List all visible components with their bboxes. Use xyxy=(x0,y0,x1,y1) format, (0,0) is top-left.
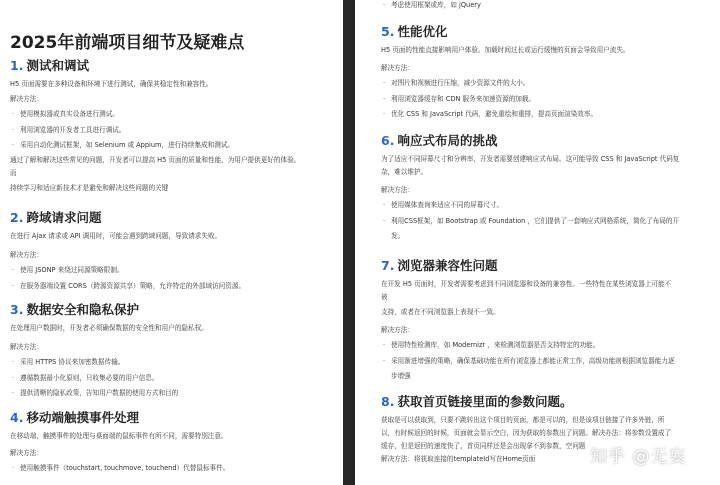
section-intro: 杂，难以维护。 xyxy=(381,168,428,176)
list-item: · 采用 HTTPS 协议来加密数据传输。 xyxy=(10,355,333,371)
list-item: · 使用媒体查询来适应不同的屏幕尺寸。 xyxy=(381,198,710,214)
list-item: · 提供清晰的隐私政策，告知用户数据的使用方式和目的 xyxy=(10,386,333,402)
section-intro: 被 xyxy=(381,293,388,301)
section-responsive xyxy=(381,133,710,244)
section-heading: 6. 响应式布局的挑战 xyxy=(381,133,498,148)
section-compatibility xyxy=(381,258,710,384)
section-heading: 1. 测试和调试 xyxy=(10,58,89,73)
watermark: 知乎 @无妄 xyxy=(590,447,687,467)
section-testing xyxy=(10,58,333,195)
list-item: · 使用特性检测库，如 Modernizr ，来检测浏览器是否支持特定的功能。 xyxy=(381,338,710,354)
paragraph: 通过了解和解决这些常见的问题，开发者可以提高 H5 页面的质量和性能，为用户提供更好的体验。 xyxy=(10,155,301,164)
left-document-page xyxy=(0,0,343,485)
section-intro: H5 页面需要在多种设备和环境下进行测试，确保其稳定性和兼容性。 xyxy=(10,80,213,88)
solution-list xyxy=(381,0,710,14)
list-item: · 采用渐进增强的策略，确保基础功能在所有浏览器上都能正常工作，高级功能则根据浏览器能力逐 xyxy=(381,354,710,370)
list-item: · 在服务器端设置 CORS（跨源资源共享）策略，允许特定的外部域访问资源。 xyxy=(10,279,333,295)
list-item-continuation: 发。 xyxy=(391,232,405,240)
solution-list xyxy=(10,107,333,154)
solution-label: 解决方法： xyxy=(10,95,43,103)
solution-list xyxy=(381,338,710,369)
paragraph: 持续学习和适应新技术才是避免和解决这些问题的关键 xyxy=(10,183,169,192)
list-item: · 考虑使用框架或库，如 jQuery xyxy=(381,0,710,14)
solution-list xyxy=(10,355,333,402)
list-item: · 遵循数据最小化原则，只收集必要的用户信息。 xyxy=(10,371,333,387)
solution-list xyxy=(381,198,710,229)
section-touch xyxy=(10,410,333,477)
section-cors xyxy=(10,210,333,294)
section-heading: 2. 跨域请求问题 xyxy=(10,210,102,225)
solution-label: 解决方法： xyxy=(381,64,414,72)
list-item: · 优化 CSS 和 JavaScript 代码，避免重绘和重排，提高页面渲染效率。 xyxy=(381,107,710,123)
solution-label: 解决方法： xyxy=(10,251,43,259)
section-heading: 3. 数据安全和隐私保护 xyxy=(10,302,139,317)
section-intro: H5 页面的性能直接影响用户体验。加载时间过长或运行缓慢的页面会导致用户流失。 xyxy=(381,46,630,54)
paragraph: 获取是可以获取到，只要不跳转出这个项目的页面，都是可以的，但是该项目链接了许多外链，所 xyxy=(381,416,665,424)
section-intro: 为了适应不同屏幕尺寸和分辨率，开发者需要创建响应式布局。这可能导致 CSS 和 JavaScript 代码复 xyxy=(381,155,680,163)
document-title: 2025年前端项目细节及疑难点 xyxy=(10,33,245,53)
paragraph: 缓存，但是返回的速度快了，首页同样还是会出现拿不到参数，空问题 xyxy=(381,442,586,450)
list-item: · 使用触摸事件（touchstart, touchmove, touchend）代替鼠标事件。 xyxy=(10,461,333,477)
list-item: · 使用模拟器或真实设备进行测试。 xyxy=(10,107,333,123)
section-heading: 4. 移动端触摸事件处理 xyxy=(10,410,139,425)
list-item: · 采用自动化测试框架，如 Selenium 或 Appium，进行持续集成和测试。 xyxy=(10,138,333,154)
section-performance xyxy=(381,24,710,123)
solution-list xyxy=(381,76,710,123)
paragraph: 以，有时候返回的时候，页面就会显示空白，因为获取的参数出了问题。解决办法：将参数设置成了 xyxy=(381,429,672,437)
section-intro: 支持，或者在不同浏览器上表现不一致。 xyxy=(381,308,500,316)
right-document-page xyxy=(355,0,720,485)
page-gutter xyxy=(343,0,355,485)
solution-label: 解决方法： xyxy=(381,186,414,194)
section-intro: 在处理用户数据时，开发者必须确保数据的安全性和用户的隐私权。 xyxy=(10,324,208,332)
section-heading: 7. 浏览器兼容性问题 xyxy=(381,258,498,273)
list-item-continuation: 步增强 xyxy=(391,372,411,380)
section-heading: 5. 性能优化 xyxy=(381,24,448,39)
paragraph: 解决方法：将获取连接的templateId写在Home页面 xyxy=(381,455,536,463)
solution-list xyxy=(10,263,333,294)
list-item: · 对图片和视频进行压缩，减少资源文件的大小。 xyxy=(381,76,710,92)
section-heading: 8. 获取首页链接里面的参数问题。 xyxy=(381,394,573,409)
solution-label: 解决方法： xyxy=(10,449,43,457)
list-item: · 利用CSS框架，如 Bootstrap 或 Foundation ，它们提供了一套响应式网格系统，简化了布局的开 xyxy=(381,214,710,230)
list-item: · 利用浏览器缓存和 CDN 服务来加速资源的加载。 xyxy=(381,92,710,108)
solution-list xyxy=(10,461,333,477)
solution-label: 解决方法： xyxy=(10,343,43,351)
section-security xyxy=(10,302,333,402)
paragraph: 而 xyxy=(10,168,17,177)
section-intro: 在开发 H5 页面时，开发者需要考虑到不同浏览器和设备的兼容性。一些特性在某些浏览器上可能不 xyxy=(381,280,672,288)
section-intro: 在移动端，触摸事件的处理与桌面端的鼠标事件有所不同，需要特别注意。 xyxy=(10,432,228,440)
solution-label: 解决方法： xyxy=(381,326,414,334)
list-item: · 利用浏览器的开发者工具进行调试。 xyxy=(10,123,333,139)
list-item: · 使用 JSONP 来绕过同源策略限制。 xyxy=(10,263,333,279)
section-intro: 在进行 Ajax 请求或 API 调用时，可能会遇到跨域问题，导致请求失败。 xyxy=(10,232,222,240)
